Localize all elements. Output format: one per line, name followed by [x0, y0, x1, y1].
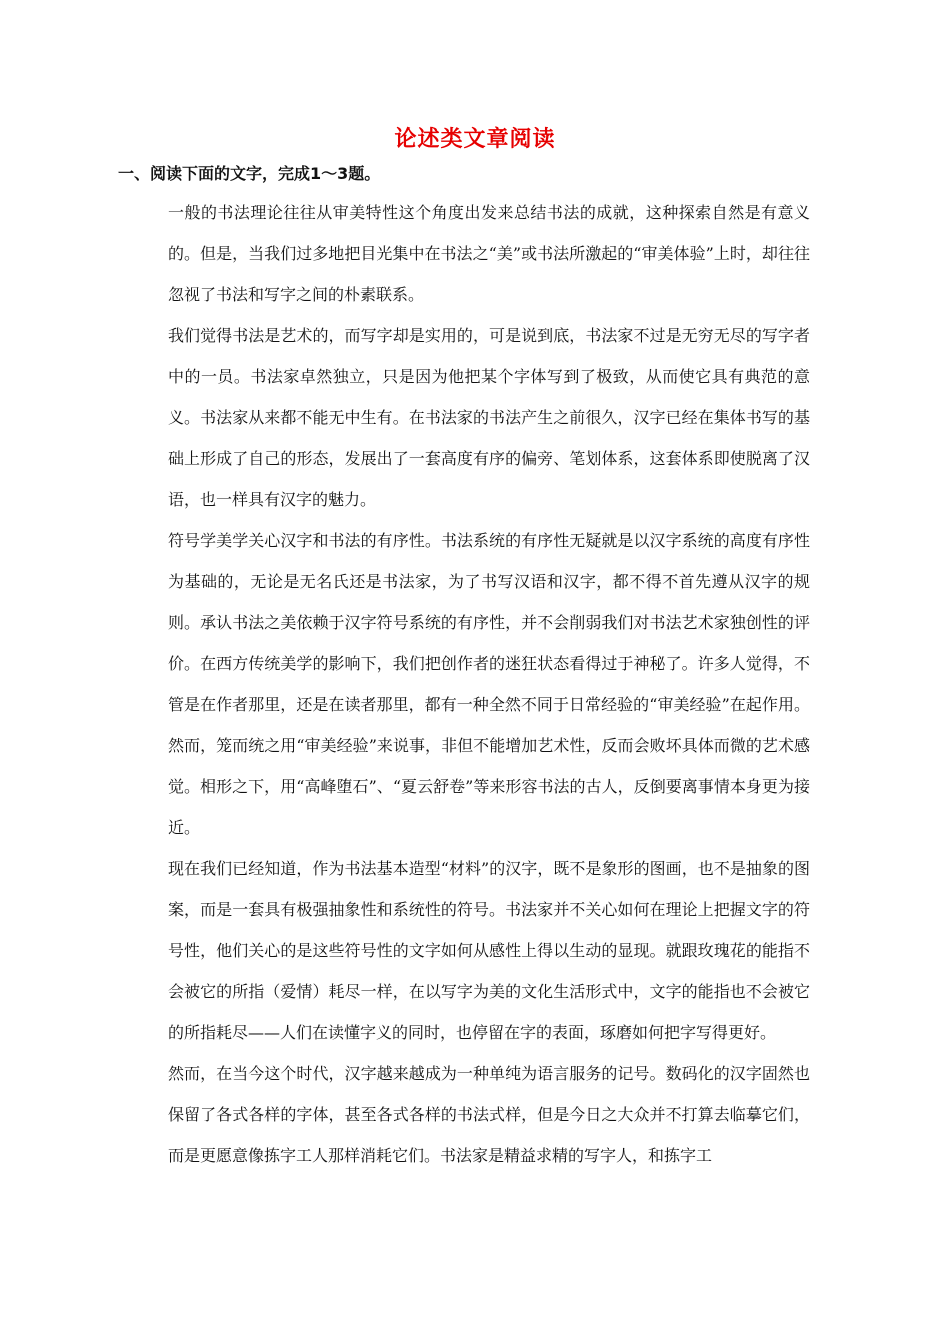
paragraph-1: 一般的书法理论往往从审美特性这个角度出发来总结书法的成就，这种探索自然是有意义的。但是，当我们过多地把目光集中在书法之“美”或书法所激起的“审美体验”上时，却往往忽视了书法和写字之间的朴素联系。	[168, 203, 810, 304]
paragraph-5: 然而，在当今这个时代，汉字越来越成为一种单纯为语言服务的记号。数码化的汉字固然也保留了各式各样的字体，甚至各式各样的书法式样，但是今日之大众并不打算去临摹它们，而是更愿意像拣字工人那样消耗它们。书法家是精益求精的写字人，和拣字工	[168, 1064, 810, 1165]
question-instruction: 一、阅读下面的文字，完成1～3题。	[118, 164, 381, 183]
document-title: 论述类文章阅读	[394, 127, 556, 152]
paragraph-2: 我们觉得书法是艺术的，而写字却是实用的，可是说到底，书法家不过是无穷无尽的写字者中的一员。书法家卓然独立，只是因为他把某个字体写到了极致，从而使它具有典范的意义。书法家从来都不能无中生有。在书法家的书法产生之前很久，汉字已经在集体书写的基础上形成了自己的形态，发展出了一套高度有序的偏旁、笔划体系，这套体系即使脱离了汉语，也一样具有汉字的魅力。	[168, 326, 810, 509]
article-body	[168, 192, 810, 1176]
paragraph-4: 现在我们已经知道，作为书法基本造型“材料”的汉字，既不是象形的图画，也不是抽象的图案，而是一套具有极强抽象性和系统性的符号。书法家并不关心如何在理论上把握文字的符号性，他们关心的是这些符号性的文字如何从感性上得以生动的显现。就跟玫瑰花的能指不会被它的所指（爱情）耗尽一样，在以写字为美的文化生活形式中，文字的能指也不会被它的所指耗尽——人们在读懂字义的同时，也停留在字的表面，琢磨如何把字写得更好。	[168, 859, 810, 1042]
paragraph-3: 符号学美学关心汉字和书法的有序性。书法系统的有序性无疑就是以汉字系统的高度有序性为基础的，无论是无名氏还是书法家，为了书写汉语和汉字，都不得不首先遵从汉字的规则。承认书法之美依赖于汉字符号系统的有序性，并不会削弱我们对书法艺术家独创性的评价。在西方传统美学的影响下，我们把创作者的迷狂状态看得过于神秘了。许多人觉得，不管是在作者那里，还是在读者那里，都有一种全然不同于日常经验的“审美经验”在起作用。然而，笼而统之用“审美经验”来说事，非但不能增加艺术性，反而会败坏具体而微的艺术感觉。相形之下，用“高峰堕石”、“夏云舒卷”等来形容书法的古人，反倒要离事情本身更为接近。	[168, 531, 810, 837]
